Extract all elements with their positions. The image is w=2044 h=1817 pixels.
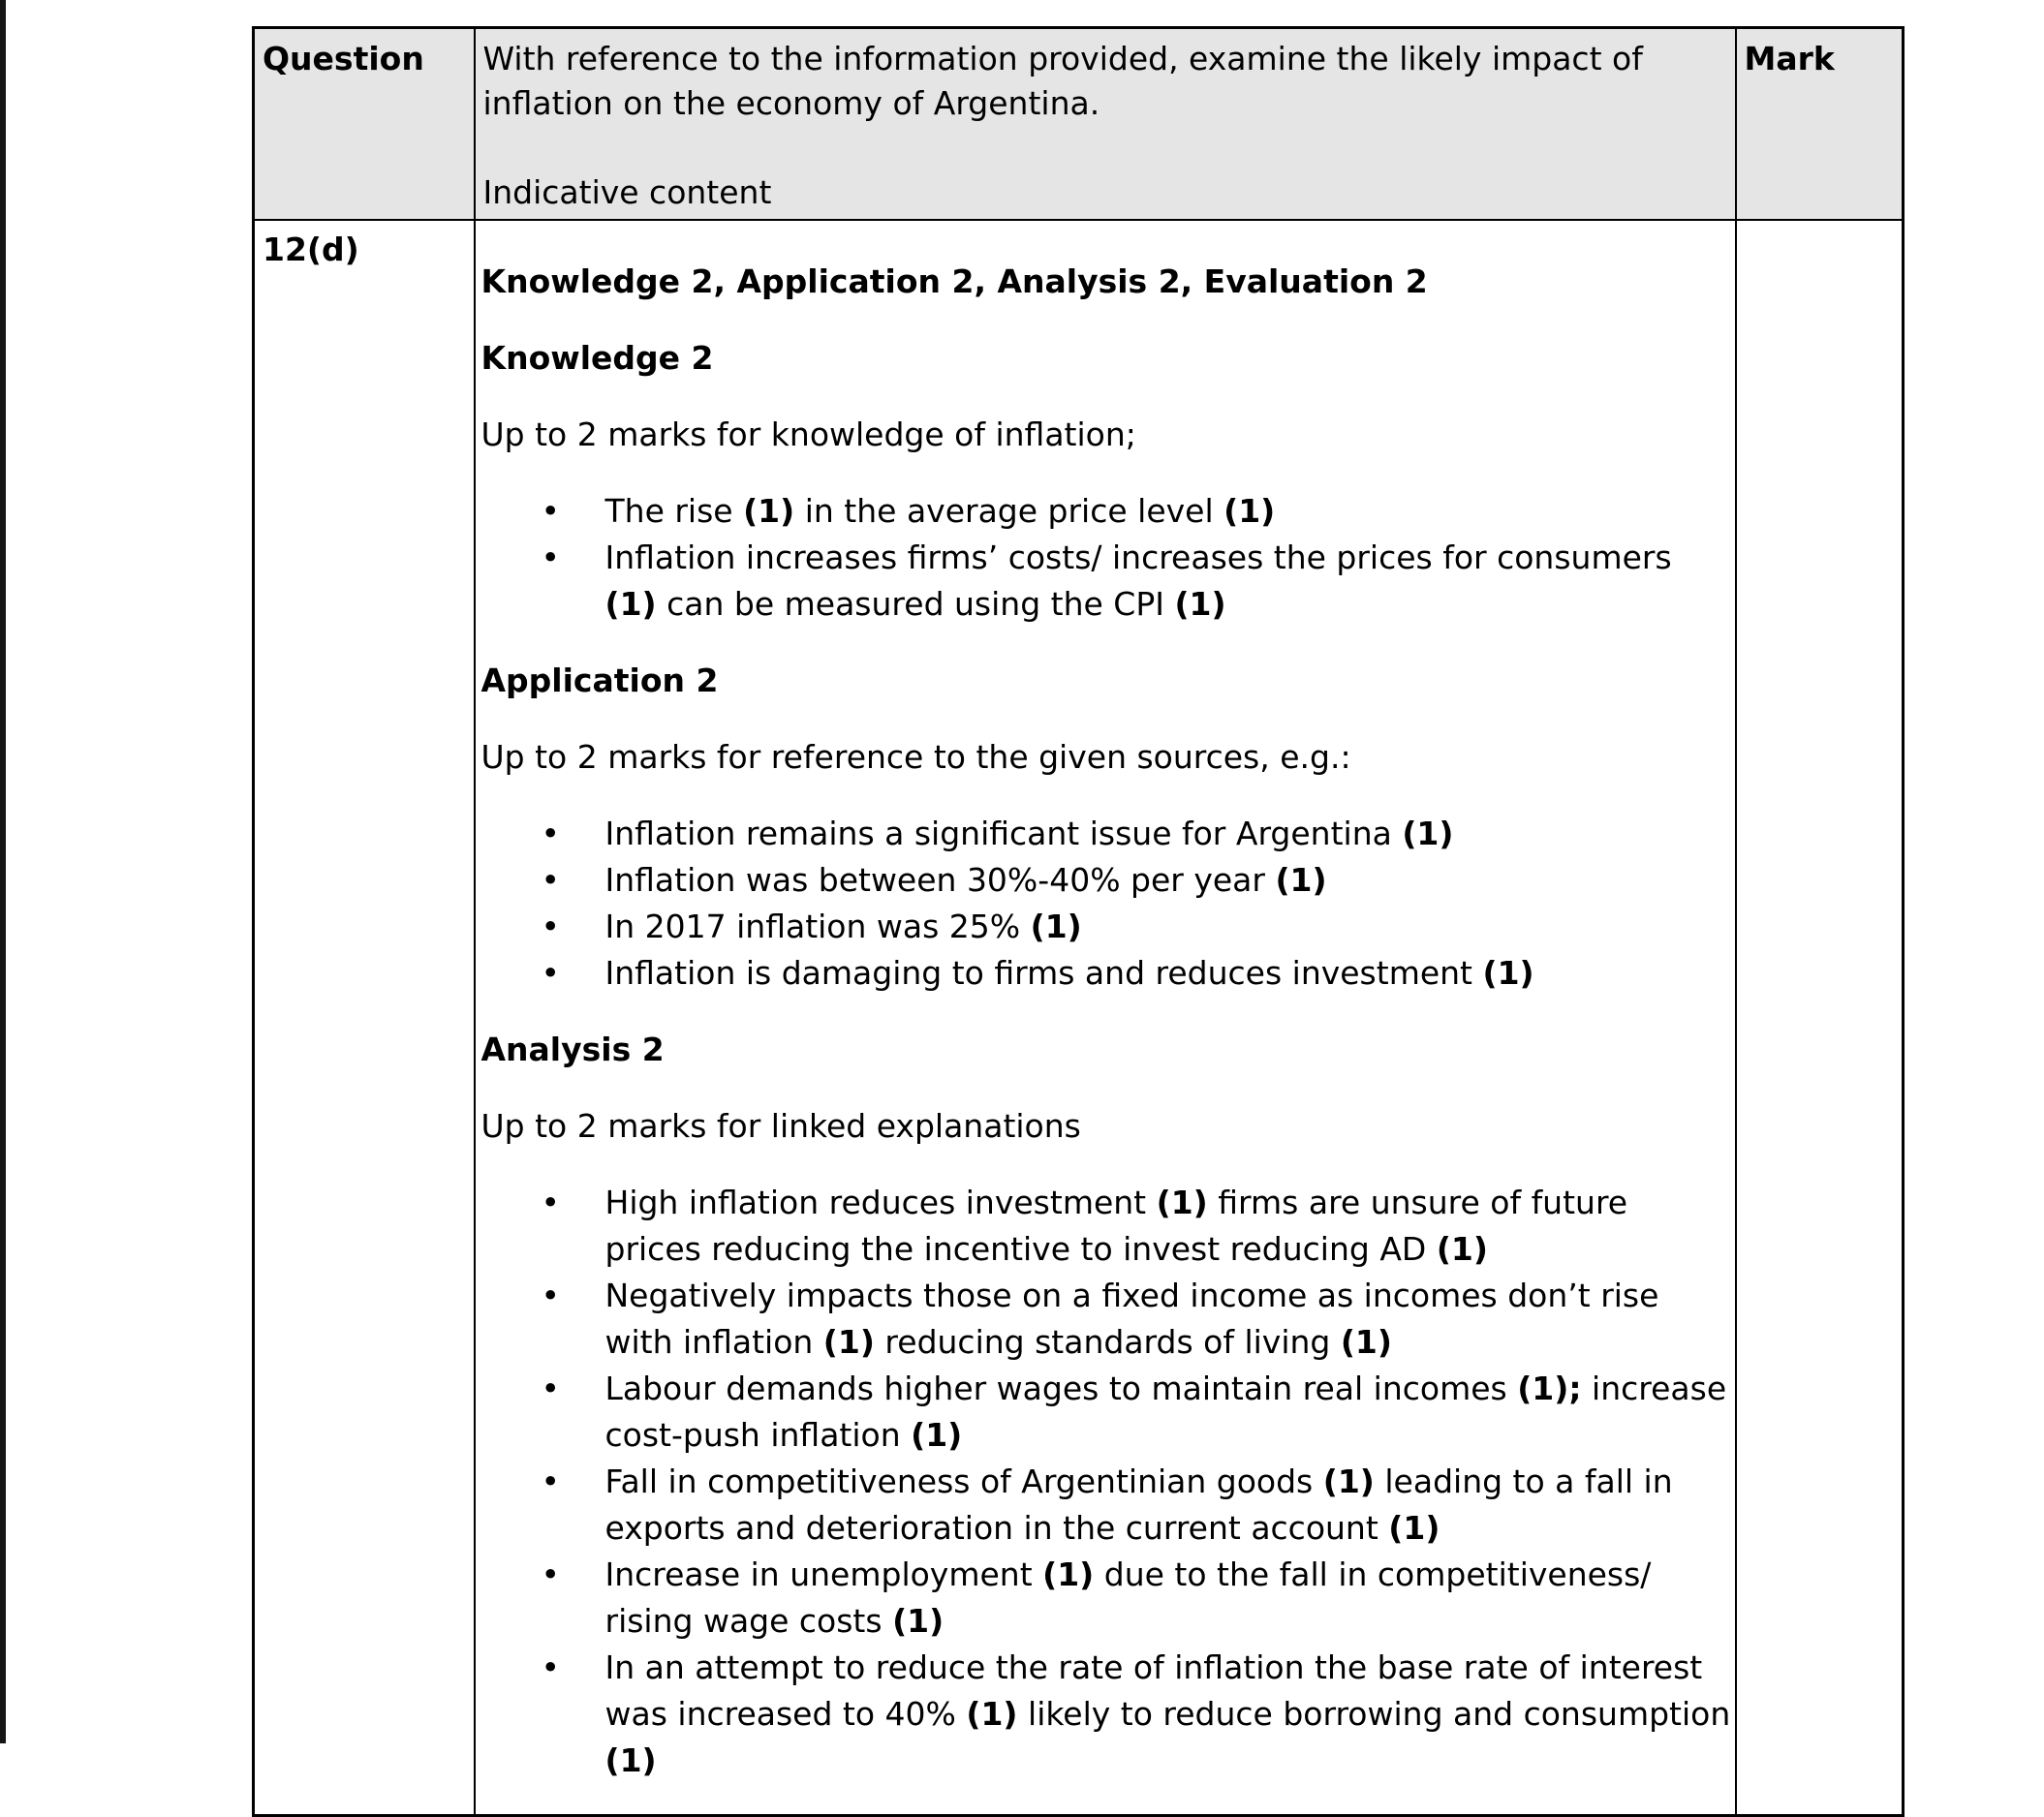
bullet-item: • Inflation remains a significant issue for Argentina (1) [481, 811, 1733, 857]
mark-point: (1) [1482, 954, 1534, 992]
mark-column-header [1736, 28, 1904, 221]
mark-point: (1) [1340, 1323, 1392, 1361]
indicative-content-cell [475, 220, 1736, 1816]
indicative-content-label: Indicative content [482, 173, 772, 211]
bullet-item: • Inflation is damaging to firms and reduces investment (1) [481, 950, 1733, 997]
bullet-item: • The rise (1) in the average price level (1) [481, 488, 1733, 535]
mark-point: (1) [743, 492, 795, 530]
mark-point: (1) [822, 1323, 875, 1361]
question-column-header-label: Question [263, 40, 424, 77]
indicative-content-blocks [481, 259, 1733, 1784]
section-heading: Application 2 [480, 662, 719, 699]
question-column-header [254, 28, 475, 221]
bullet-item: • High inflation reduces investment (1) firms are unsure of future prices reducing the incentive to invest reducing AD (1) [481, 1180, 1733, 1273]
question-text: With reference to the information provided, examine the likely impact of inflation on the economy of Argentina. [482, 40, 1643, 122]
section-heading: Knowledge 2 [480, 339, 714, 377]
table-header-row [254, 28, 1904, 221]
bullet-list [481, 488, 1733, 628]
bullet-item: • In an attempt to reduce the rate of inflation the base rate of interest was increased to 40% (1) likely to reduce borrowing and consumption (1) [481, 1645, 1733, 1784]
bullet-item: • Fall in competitiveness of Argentinian goods (1) leading to a fall in exports and deterioration in the current account (1) [481, 1459, 1733, 1552]
mark-point: (1) [1436, 1230, 1488, 1268]
mark-point: (1); [1517, 1370, 1582, 1407]
mark-point: (1) [1388, 1509, 1440, 1547]
answer-row [254, 220, 1904, 1816]
question-number: 12(d) [254, 220, 475, 1816]
bullet-list [481, 811, 1733, 997]
section-heading: Knowledge 2, Application 2, Analysis 2, Evaluation 2 [480, 262, 1428, 300]
mark-point: (1) [1030, 908, 1082, 945]
mark-scheme-table [252, 26, 1905, 1817]
mark-point: (1) [1042, 1555, 1095, 1593]
bullet-list [481, 1180, 1733, 1784]
mark-point: (1) [1223, 492, 1276, 530]
bullet-item: • Increase in unemployment (1) due to the fall in competitiveness/ rising wage costs (1) [481, 1552, 1733, 1645]
mark-point: (1) [892, 1602, 945, 1640]
mark-point: (1) [1275, 861, 1327, 899]
section-paragraph: Up to 2 marks for reference to the given sources, e.g.: [480, 738, 1351, 776]
mark-point: (1) [1402, 815, 1454, 852]
bullet-item: • Inflation increases firms’ costs/ increases the prices for consumers (1) can be measured using the CPI (1) [481, 535, 1733, 628]
bullet-item: • Negatively impacts those on a fixed income as incomes don’t rise with inflation (1) reducing standards of living (1) [481, 1273, 1733, 1366]
mark-point: (1) [966, 1695, 1018, 1733]
mark-point: (1) [1156, 1184, 1208, 1221]
mark-point: (1) [911, 1416, 963, 1454]
section-paragraph: Up to 2 marks for knowledge of inflation; [480, 416, 1136, 453]
question-header-cell [475, 28, 1736, 221]
mark-point: (1) [1174, 585, 1226, 623]
mark-column-header-label: Mark [1744, 40, 1835, 77]
bullet-item: • In 2017 inflation was 25% (1) [481, 904, 1733, 950]
bullet-item: • Inflation was between 30%-40% per year (1) [481, 857, 1733, 904]
page-edge-line [0, 0, 6, 1743]
mark-point: (1) [604, 1741, 657, 1779]
mark-point: (1) [604, 585, 657, 623]
section-paragraph: Up to 2 marks for linked explanations [480, 1107, 1081, 1145]
mark-point: (1) [1322, 1463, 1375, 1500]
section-heading: Analysis 2 [480, 1031, 665, 1068]
mark-cell [1736, 220, 1904, 1816]
bullet-item: • Labour demands higher wages to maintain real incomes (1); increase cost-push inflation (1) [481, 1366, 1733, 1459]
